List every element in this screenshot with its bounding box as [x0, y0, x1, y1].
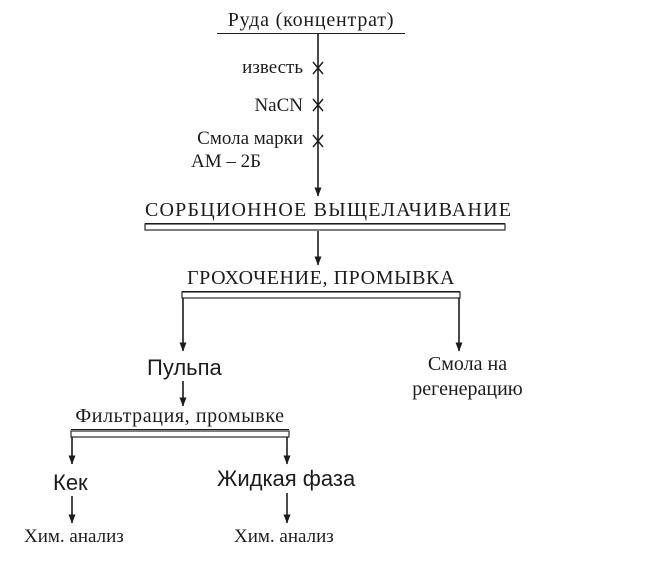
- stream-resin-regeneration-label: [405, 352, 530, 402]
- stream-liquid-phase-label: Жидкая фаза: [217, 466, 356, 491]
- output-chem-analysis-right: Хим. анализ: [234, 526, 334, 547]
- stage-filtration-washing: Фильтрация, промывке: [71, 406, 289, 430]
- stream-pulp-label: Пульпа: [147, 355, 222, 380]
- reagent-nacn-label: NaCN: [254, 95, 303, 116]
- screening-stage-bar: [182, 292, 460, 298]
- reagent-lime-label: известь: [242, 57, 303, 78]
- resin-label-line2: регенерацию: [412, 378, 523, 400]
- output-chem-analysis-left: Хим. анализ: [24, 526, 124, 547]
- stage-screening-washing: ГРОХОЧЕНИЕ, ПРОМЫВКА: [182, 268, 460, 292]
- stage-sorption-leaching: СОРБЦИОННОЕ ВЫЩЕЛАЧИВАНИЕ: [145, 200, 505, 224]
- reagent-resin-label: Смола марки: [197, 128, 303, 149]
- stream-cake-label: Кек: [53, 470, 88, 495]
- reagent-resin-grade-label: АМ – 2Б: [190, 151, 262, 172]
- filtration-stage-bar: [71, 431, 289, 437]
- node-ore-concentrate: Руда (концентрат): [217, 10, 405, 34]
- sorption-stage-bar: [145, 224, 505, 230]
- resin-label-line1: Смола на: [427, 353, 508, 375]
